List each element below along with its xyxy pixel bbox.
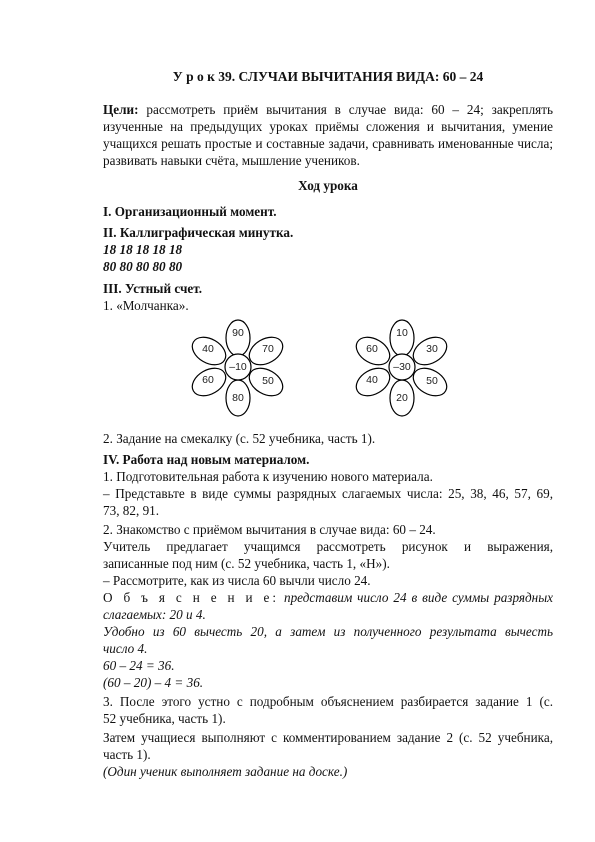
goals-line-4: развивать навыки счёта, мышление учеников. — [103, 153, 360, 168]
flower-2-petal-label: 60 — [366, 343, 378, 355]
flower-diagram-2 — [346, 318, 458, 430]
explanation-text-1: представим число 24 в виде суммы разрядных — [283, 590, 554, 605]
paragraph-oral-task-2: 52 учебника, часть 1). — [103, 711, 226, 726]
flower-1-petal-label: 90 — [232, 327, 244, 339]
explanation-label: О б ъ я с н е н и е: — [103, 590, 280, 605]
flower-1-center-label: –10 — [229, 361, 247, 373]
paragraph-oral-task-1: 3. После этого устно с подробным объяснением разбирается задание 1 (с. — [103, 694, 553, 709]
paragraph-board-note: (Один ученик выполняет задание на доске.) — [103, 764, 348, 779]
goals-line-2: изученные на предыдущих уроках приёмы сложения и вычитания, умение — [103, 119, 553, 134]
paragraph-sum-task-1: – Представьте в виде суммы разрядных слагаемых числа: 25, 38, 46, 57, 69, — [103, 486, 553, 501]
page-title: У р о к 39. СЛУЧАИ ВЫЧИТАНИЯ ВИДА: 60 – 24 — [172, 69, 484, 84]
paragraph-comment-task-2: часть 1). — [103, 747, 151, 762]
paragraph-teacher-1: Учитель предлагает учащимся рассмотреть рисунок и выражения, — [103, 539, 553, 554]
calligraphy-line-1: 18 18 18 18 18 — [103, 242, 183, 257]
section-4-heading: IV. Работа над новым материалом. — [103, 452, 310, 467]
explanation-line-1 — [103, 589, 553, 606]
flower-1-petal-label: 50 — [262, 375, 274, 387]
flower-2-petal-label: 50 — [426, 375, 438, 387]
goals-line-1 — [103, 101, 553, 118]
explanation-line-4: число 4. — [103, 641, 148, 656]
section-1-heading: I. Организационный момент. — [103, 204, 277, 219]
flower-2-center-label: –30 — [393, 361, 411, 373]
flower-diagram-1 — [182, 318, 294, 430]
calligraphy-line-2: 80 80 80 80 80 — [103, 259, 183, 274]
equation-2: (60 – 20) – 4 = 36. — [103, 675, 204, 690]
flower-2-petal-label: 40 — [366, 374, 378, 386]
explanation-line-2: слагаемых: 20 и 4. — [103, 607, 206, 622]
section-2-heading: II. Каллиграфическая минутка. — [103, 225, 294, 240]
flower-2-petal-label: 20 — [396, 392, 408, 404]
paragraph-prep-work: 1. Подготовительная работа к изучению нового материала. — [103, 469, 433, 484]
section-3-heading: III. Устный счет. — [103, 281, 203, 296]
explanation-line-3: Удобно из 60 вычесть 20, а затем из полученного результата вычесть — [103, 624, 553, 639]
paragraph-teacher-2: записанные под ним (с. 52 учебника, часть 1, «Н»). — [103, 556, 390, 571]
wit-task-item: 2. Задание на смекалку (с. 52 учебника, часть 1). — [103, 431, 376, 446]
flower-1-petal-label: 80 — [232, 392, 244, 404]
silent-game-item: 1. «Молчанка». — [103, 298, 189, 313]
paragraph-comment-task-1: Затем учащиеся выполняют с комментированием задание 2 (с. 52 учебника, — [103, 730, 553, 745]
goals-text-1: рассмотреть приём вычитания в случае вида: 60 – 24; закреплять — [146, 102, 554, 117]
flower-1-petal-label: 60 — [202, 374, 214, 386]
equation-1: 60 – 24 = 36. — [103, 658, 175, 673]
lesson-heading: Ход урока — [298, 178, 358, 193]
goals-label: Цели: — [103, 102, 139, 117]
flower-1-petal-label: 40 — [202, 343, 214, 355]
flower-2-petal-label: 10 — [396, 327, 408, 339]
paragraph-sum-task-2: 73, 82, 91. — [103, 503, 160, 518]
flower-2-petal-label: 30 — [426, 343, 438, 355]
goals-line-3: учащихся решать простые и составные задачи, сравнивать именованные числа; — [103, 136, 553, 151]
flower-1-petal-label: 70 — [262, 343, 274, 355]
paragraph-consider: – Рассмотрите, как из числа 60 вычли число 24. — [103, 573, 371, 588]
paragraph-method-intro: 2. Знакомство с приёмом вычитания в случае вида: 60 – 24. — [103, 522, 436, 537]
